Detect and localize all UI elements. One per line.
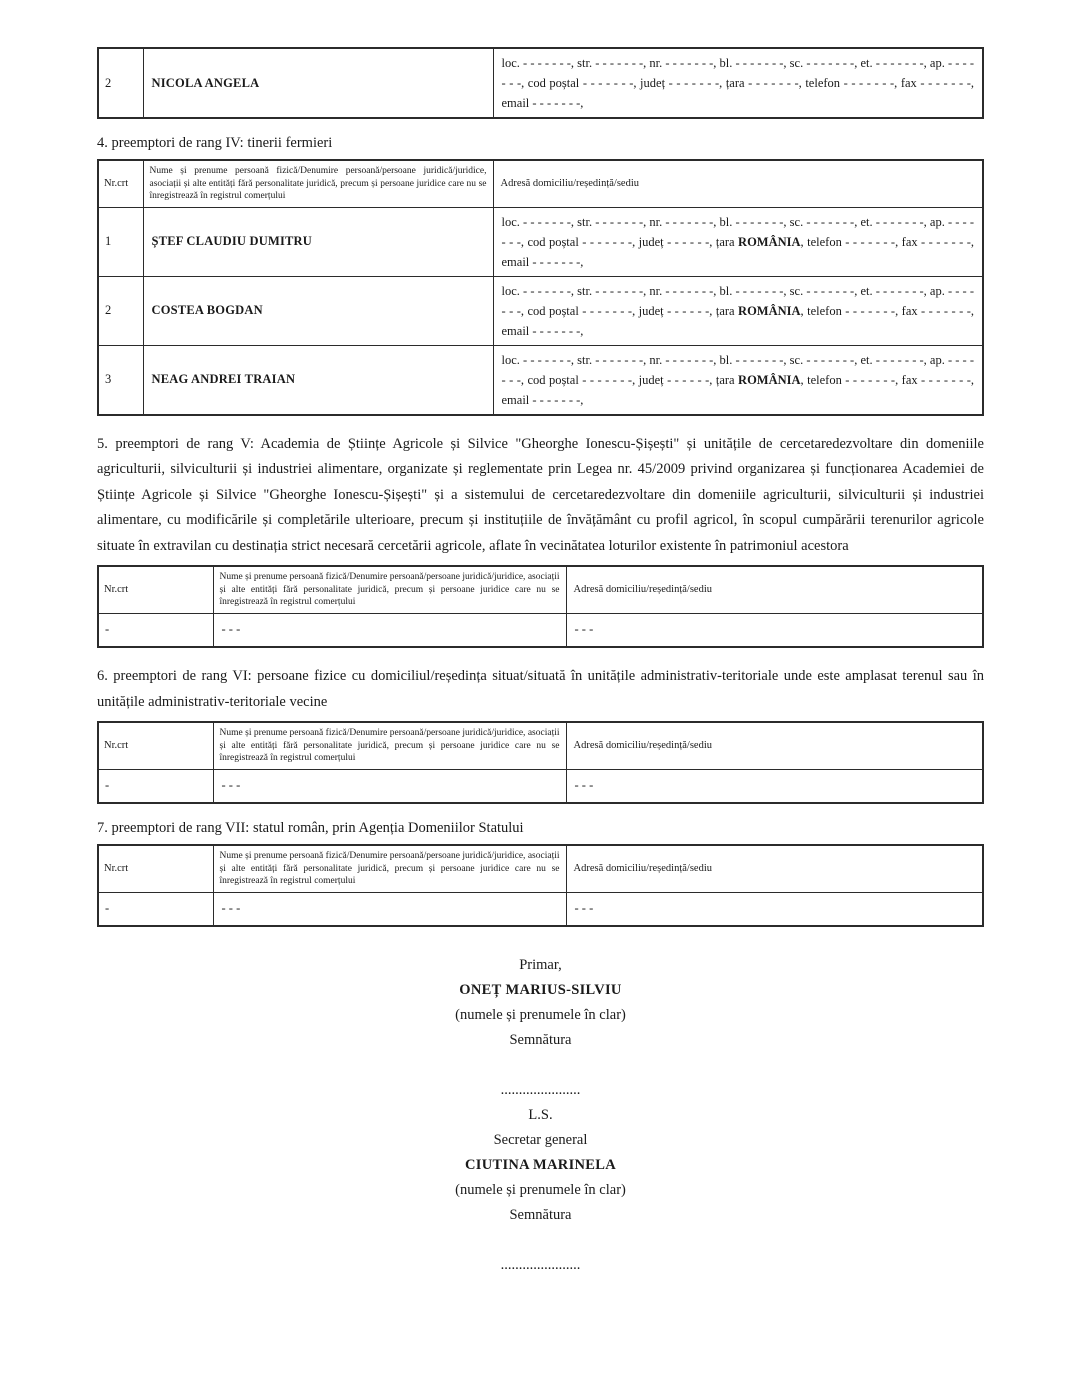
col-header-address: Adresă domiciliu/reședință/sediu [493,160,983,207]
row-number-cell: 3 [98,345,143,415]
table-header-row [98,845,983,892]
name-cell: NEAG ANDREI TRAIAN [143,345,493,415]
address-cell: - - - [566,892,983,926]
col-header-name: Nume și prenume persoană fizică/Denumire persoană/persoane juridică/juridice, asociații și alte entități fără personalitate juridică, precum și persoane juridice care nu se înregistrează în registrul comerțului [213,845,566,892]
rang4-table [97,159,984,416]
spacer [97,1228,984,1253]
dotted-signature-line: ...................... [500,1257,581,1273]
country-name: ROMÂNIA [738,372,801,387]
table-header-row [98,566,983,613]
col-header-address: Adresă domiciliu/reședință/sediu [566,566,983,613]
name-cell: COSTEA BOGDAN [143,276,493,345]
address-text: , telefon - - - - - - -, fax - - - - - - -, email - - - - - - -, [501,372,975,407]
col-header-nr: Nr.crt [98,160,143,207]
name-note: (numele și prenumele în clar) [455,1182,626,1198]
row-number-cell: 2 [98,276,143,345]
country-name: ROMÂNIA [738,234,801,249]
address-cell: - - - [566,769,983,803]
address-cell: - - - [566,613,983,647]
address-cell [493,276,983,345]
address-text: loc. - - - - - - -, str. - - - - - - -, nr. - - - - - - -, bl. - - - - - - -, sc. - - - - - - -, et. - - - - - - -, ap. - - - - - - -, cod poștal - - - - - - -, județ - - - - - -, țara [501,352,974,387]
col-header-address: Adresă domiciliu/reședință/sediu [566,722,983,769]
address-text: loc. - - - - - - -, str. - - - - - - -, nr. - - - - - - -, bl. - - - - - - -, sc. - - - - - - -, et. - - - - - - -, ap. - - - - - - -, cod poștal - - - - - - -, județ - - - - - -, țara [501,214,974,249]
rang7-table [97,844,984,927]
address-cell: loc. - - - - - - -, str. - - - - - - -, nr. - - - - - - -, bl. - - - - - - -, sc. - - - - - - -, et. - - - - - - -, ap. - - - - - - -, cod poștal - - - - - - -, județ - - - - - - -, țara - - - - - - -, telefon - - - - - - -, fax - - - - - - -, email - - - - - - -, [493,48,983,118]
name-cell: - - - [213,769,566,803]
address-text: , telefon - - - - - - -, fax - - - - - - -, email - - - - - - -, [501,303,975,338]
table-header-row [98,160,983,207]
table-row [98,345,983,415]
table-row [98,207,983,276]
row-number-cell: - [98,613,213,647]
signature-label: Semnătura [509,1207,572,1223]
address-text: , telefon - - - - - - -, fax - - - - - - -, email - - - - - - -, [501,234,975,269]
table-header-row [98,722,983,769]
secretar-title: Secretar general [493,1132,588,1148]
col-header-name: Nume și prenume persoană fizică/Denumire persoană/persoane juridică/juridice, asociații și alte entități fără personalitate juridică, precum și persoane juridice care nu se înregistrează în registrul comerțului [213,722,566,769]
empty-table-row [98,613,983,647]
name-cell: - - - [213,613,566,647]
empty-table-row [98,769,983,803]
row-number-cell: - [98,769,213,803]
section-heading-rang7: 7. preemptori de rang VII: statul român, prin Agenția Domeniilor Statului [97,820,524,836]
col-header-nr: Nr.crt [98,722,213,769]
row-number-cell: - [98,892,213,926]
name-cell: NICOLA ANGELA [143,48,493,118]
section-heading-rang6: 6. preemptori de rang VI: persoane fizice cu domiciliul/reședința situat/situată în unitățile administrativ-teritoriale unde este amplasat terenul sau în unitățile administrativ-teritoriale vecine [97,668,984,710]
col-header-name: Nume și prenume persoană fizică/Denumire persoană/persoane juridică/juridice, asociații și alte entități fără personalitate juridică, precum și persoane juridice care nu se înregistrează în registrul comerțului [143,160,493,207]
signature-label: Semnătura [509,1032,572,1048]
name-cell: - - - [213,892,566,926]
ls-label: L.S. [528,1107,553,1123]
col-header-address: Adresă domiciliu/reședință/sediu [566,845,983,892]
primar-title: Primar, [519,957,562,973]
name-cell: ȘTEF CLAUDIU DUMITRU [143,207,493,276]
empty-table-row [98,892,983,926]
col-header-nr: Nr.crt [98,845,213,892]
dotted-signature-line: ...................... [500,1082,581,1098]
section-heading-rang4: 4. preemptori de rang IV: tinerii fermieri [97,135,333,151]
secretar-name: CIUTINA MARINELA [464,1157,617,1173]
col-header-name: Nume și prenume persoană fizică/Denumire persoană/persoane juridică/juridice, asociații și alte entități fără personalitate juridică, precum și persoane juridice care nu se înregistrează în registrul comerțului [213,566,566,613]
row-number-cell: 2 [98,48,143,118]
address-cell [493,207,983,276]
rang6-table [97,721,984,804]
table-row [98,48,983,118]
signature-block [97,953,984,1278]
col-header-nr: Nr.crt [98,566,213,613]
primar-name: ONEȚ MARIUS-SILVIU [459,982,622,998]
country-name: ROMÂNIA [738,303,801,318]
address-cell [493,345,983,415]
rang3-table-fragment [97,47,984,119]
spacer [97,1053,984,1078]
row-number-cell: 1 [98,207,143,276]
rang5-table [97,565,984,648]
name-note: (numele și prenumele în clar) [455,1007,626,1023]
address-text: loc. - - - - - - -, str. - - - - - - -, nr. - - - - - - -, bl. - - - - - - -, sc. - - - - - - -, et. - - - - - - -, ap. - - - - - - -, cod poștal - - - - - - -, județ - - - - - -, țara [501,283,974,318]
table-row [98,276,983,345]
section-heading-rang5: 5. preemptori de rang V: Academia de Științe Agricole și Silvice "Gheorghe Ionescu-Șișești" și unitățile de cercetaredezvoltare din domeniile agriculturii, silviculturii și industriei alimentare, organizate și reglementate prin Legea nr. 45/2009 privind organizarea și funcționarea Academiei de Științe Agricole și Silvice "Gheorghe Ionescu-Șișești" și a sistemului de cercetaredezvoltare din domeniile agriculturii, silviculturii și industriei alimentare, cu modificările și completările ulterioare, precum și instituțiile de învățământ cu profil agricol, în scopul cumpărării terenurilor agricole situate în extravilan cu destinația strict necesară cercetării agricole, aflate în vecinătatea loturilor existente în patrimoniul acestora [97,435,984,554]
